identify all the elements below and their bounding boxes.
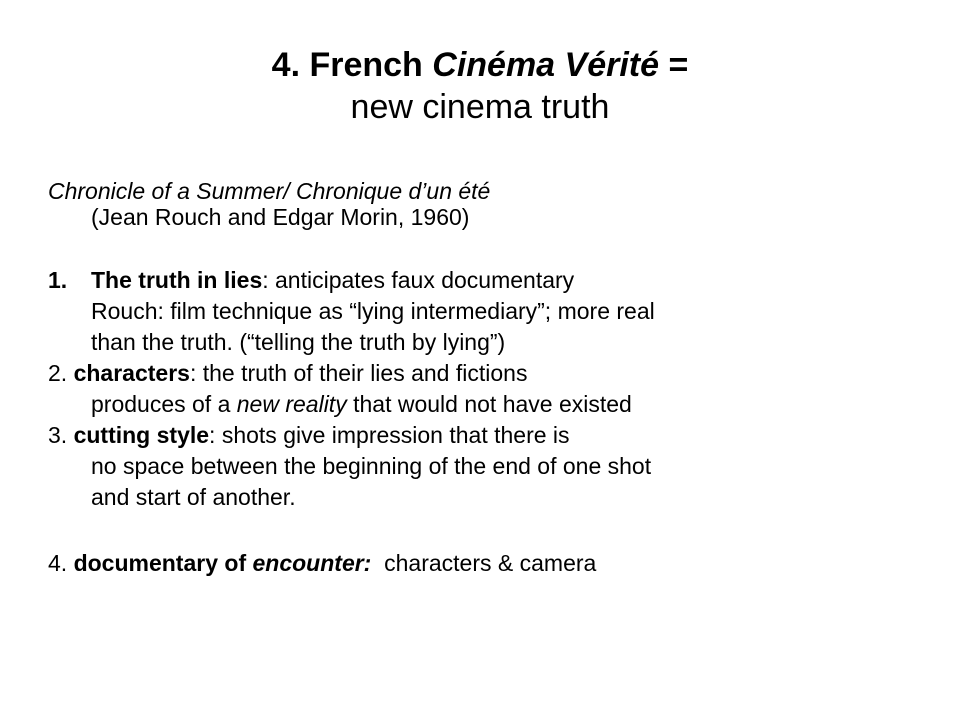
title-prefix: 4. French — [271, 46, 433, 84]
point-2-heading: characters — [73, 360, 190, 386]
point-1-heading: The truth in lies — [91, 267, 263, 293]
point-3-heading: cutting style — [73, 422, 210, 448]
point-4-heading-italic: encounter: — [252, 550, 372, 576]
point-3-text: : shots give impression that there is — [209, 422, 570, 448]
point-4-number: 4. — [48, 550, 74, 576]
point-1-sub-1: Rouch: film technique as “lying intermediary”; more real — [91, 298, 655, 324]
point-4 — [48, 548, 596, 578]
point-1-number: 1. — [48, 267, 68, 293]
point-2 — [48, 358, 527, 388]
film-title — [48, 178, 490, 204]
point-1-sub-2: than the truth. (“telling the truth by lying”) — [91, 329, 506, 355]
point-2-number: 2. — [48, 360, 74, 386]
point-1-line — [91, 265, 574, 295]
film-credit: (Jean Rouch and Edgar Morin, 1960) — [91, 204, 470, 230]
point-2-sub — [91, 389, 632, 419]
point-2-sub-italic: new reality — [236, 391, 347, 417]
title-italic: Cinéma Vérité — [432, 46, 660, 84]
title-line-2: new cinema truth — [350, 88, 610, 126]
film-title-text: Chronicle of a Summer/ Chronique d’un été — [48, 178, 491, 204]
title-suffix: = — [659, 46, 689, 84]
slide-title — [0, 44, 960, 128]
point-3-sub-1: no space between the beginning of the end of one shot — [91, 453, 652, 479]
point-3 — [48, 420, 570, 450]
point-2-text: : the truth of their lies and fictions — [189, 360, 528, 386]
point-1-text: : anticipates faux documentary — [262, 267, 575, 293]
point-3-number: 3. — [48, 422, 74, 448]
point-2-sub-prefix: produces of a — [91, 391, 237, 417]
point-2-sub-suffix: that would not have existed — [346, 391, 632, 417]
point-3-sub-2: and start of another. — [91, 484, 296, 510]
point-4-heading: documentary of — [73, 550, 253, 576]
title-line-1 — [0, 44, 960, 86]
point-4-text: characters & camera — [371, 550, 597, 576]
